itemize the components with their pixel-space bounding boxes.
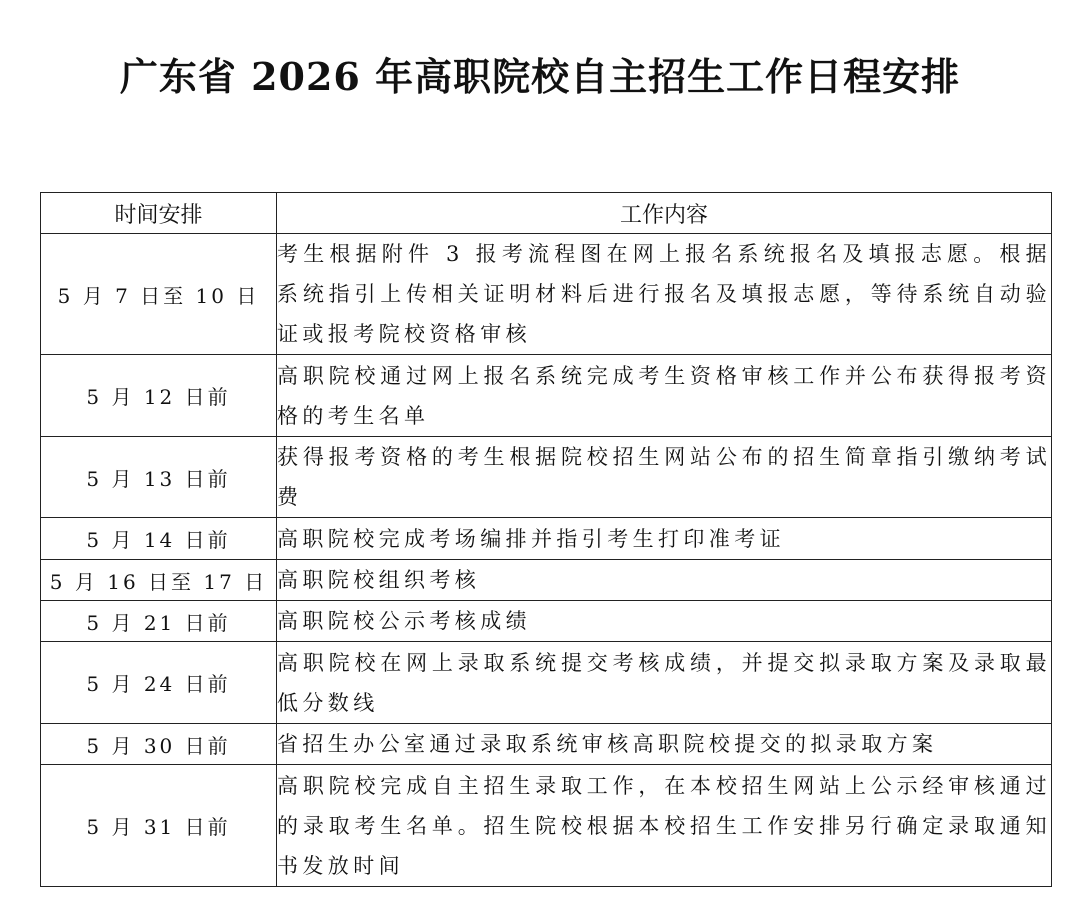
row-work: 高职院校通过网上报名系统完成考生资格审核工作并公布获得报考资格的考生名单 bbox=[277, 355, 1052, 437]
table-row bbox=[41, 601, 1052, 642]
table-row bbox=[41, 642, 1052, 724]
row-work: 获得报考资格的考生根据院校招生网站公布的招生简章指引缴纳考试费 bbox=[277, 437, 1052, 518]
table-row bbox=[41, 355, 1052, 437]
table-row bbox=[41, 518, 1052, 560]
schedule-table bbox=[40, 192, 1052, 887]
page-title: 广东省 2026 年高职院校自主招生工作日程安排 bbox=[119, 54, 961, 99]
row-time: 5 月 14 日前 bbox=[41, 518, 277, 560]
row-work: 高职院校公示考核成绩 bbox=[277, 601, 1052, 642]
row-time: 5 月 30 日前 bbox=[41, 724, 277, 765]
header-work: 工作内容 bbox=[277, 193, 1052, 234]
header-time: 时间安排 bbox=[41, 193, 277, 234]
row-time: 5 月 31 日前 bbox=[41, 765, 277, 887]
row-work: 高职院校组织考核 bbox=[277, 560, 1052, 601]
row-time: 5 月 21 日前 bbox=[41, 601, 277, 642]
table-row bbox=[41, 765, 1052, 887]
row-work: 高职院校完成自主招生录取工作，在本校招生网站上公示经审核通过的录取考生名单。招生院校根据本校招生工作安排另行确定录取通知书发放时间 bbox=[277, 765, 1052, 887]
row-work: 高职院校完成考场编排并指引考生打印准考证 bbox=[277, 518, 1052, 560]
row-time: 5 月 13 日前 bbox=[41, 437, 277, 518]
table-row bbox=[41, 724, 1052, 765]
table-header-row bbox=[41, 193, 1052, 234]
table-row bbox=[41, 234, 1052, 355]
table-row bbox=[41, 437, 1052, 518]
row-work: 省招生办公室通过录取系统审核高职院校提交的拟录取方案 bbox=[277, 724, 1052, 765]
row-work: 高职院校在网上录取系统提交考核成绩，并提交拟录取方案及录取最低分数线 bbox=[277, 642, 1052, 724]
row-time: 5 月 12 日前 bbox=[41, 355, 277, 437]
row-time: 5 月 16 日至 17 日 bbox=[41, 560, 277, 601]
row-time: 5 月 7 日至 10 日 bbox=[41, 234, 277, 355]
table-row bbox=[41, 560, 1052, 601]
row-time: 5 月 24 日前 bbox=[41, 642, 277, 724]
row-work: 考生根据附件 3 报考流程图在网上报名系统报名及填报志愿。根据系统指引上传相关证明材料后进行报名及填报志愿，等待系统自动验证或报考院校资格审核 bbox=[277, 234, 1052, 355]
